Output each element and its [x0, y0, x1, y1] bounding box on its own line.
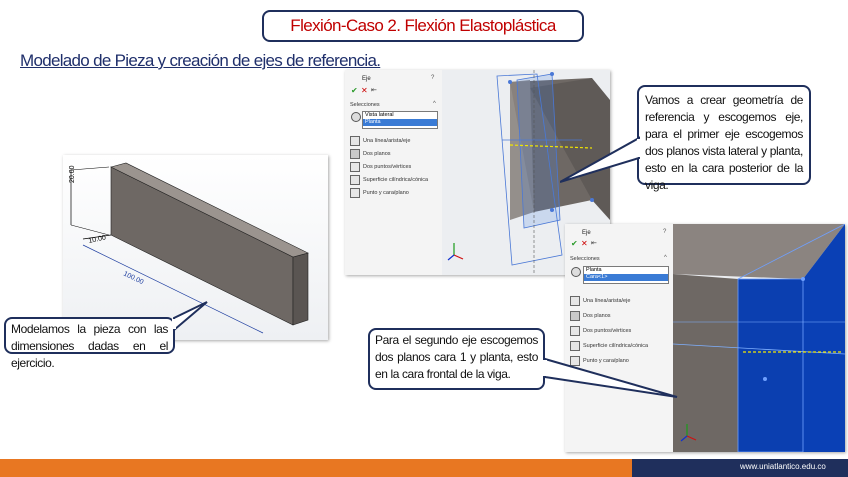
callout-axis-2-pointer — [537, 345, 682, 405]
reference-icon — [351, 112, 361, 122]
line-icon — [570, 296, 580, 306]
pin-icon[interactable]: ⇤ — [591, 240, 597, 247]
option-two-points[interactable]: Dos puntos/vértices — [570, 326, 631, 336]
two-planes-icon — [350, 149, 360, 159]
points-icon — [570, 326, 580, 336]
option-cylindrical-surface[interactable]: Superficie cilíndrica/cónica — [350, 175, 428, 185]
option-line-edge-axis[interactable]: Una línea/arista/eje — [350, 136, 410, 146]
selection-item-selected[interactable]: Cara<1> — [584, 274, 668, 281]
callout-axis-1: Vamos a crear geometría de referencia y escogemos eje, para el primer eje escogemos dos planos vista lateral y planta, esto en la cara posterior de la viga. — [637, 85, 811, 185]
selection-list[interactable] — [362, 111, 438, 129]
panel-title: Eje — [582, 230, 591, 236]
footer-orange-bar — [0, 459, 632, 477]
option-cylindrical-surface[interactable]: Superficie cilíndrica/cónica — [570, 341, 648, 351]
collapse-chevron-icon[interactable]: ^ — [664, 255, 667, 261]
axis-property-panel — [565, 224, 674, 452]
callout-model-pointer — [165, 300, 215, 340]
option-two-points[interactable]: Dos puntos/vértices — [350, 162, 411, 172]
dimension-length: 100.00 — [122, 270, 145, 287]
section-subtitle: Modelado de Pieza y creación de ejes de referencia. — [20, 51, 381, 70]
reference-icon — [571, 267, 581, 277]
help-icon[interactable]: ? — [663, 229, 667, 235]
beam-end-face — [293, 253, 308, 325]
selections-heading: Selecciones — [570, 256, 600, 262]
selections-heading: Selecciones — [350, 102, 380, 108]
callout-axis-1-pointer — [560, 130, 650, 190]
beam-side-face — [673, 274, 738, 452]
selection-item-selected[interactable]: Planta — [363, 119, 437, 126]
points-icon — [350, 162, 360, 172]
screenshot-axis-2 — [565, 224, 845, 452]
option-point-face[interactable]: Punto y cara/plano — [350, 188, 409, 198]
callout-axis-2: Para el segundo eje escogemos dos planos cara 1 y planta, esto en la cara frontal de la viga. — [368, 328, 545, 390]
panel-title: Eje — [362, 76, 371, 82]
callout-model: Modelamos la pieza con las dimensiones dadas en el ejercicio. — [4, 317, 175, 354]
ok-check-icon[interactable]: ✔ — [351, 86, 358, 95]
option-point-face[interactable]: Punto y cara/plano — [570, 356, 629, 366]
dimension-height: 20.00 — [69, 165, 76, 183]
line-icon — [350, 136, 360, 146]
selection-list[interactable] — [583, 266, 669, 284]
help-icon[interactable]: ? — [431, 75, 435, 81]
pin-icon[interactable]: ⇤ — [371, 87, 377, 94]
point-plane-icon — [350, 188, 360, 198]
dimension-width: 10.00 — [87, 234, 107, 245]
option-two-planes[interactable]: Dos planos — [350, 149, 391, 159]
selection-item[interactable]: Planta — [586, 267, 602, 273]
page-title: Flexión-Caso 2. Flexión Elastoplástica — [290, 16, 556, 35]
ok-check-icon[interactable]: ✔ — [571, 239, 578, 248]
title-box — [262, 10, 584, 42]
selection-item[interactable]: Vista lateral — [365, 112, 394, 118]
axis-property-panel — [345, 70, 443, 275]
cylinder-icon — [350, 175, 360, 185]
cancel-x-icon[interactable]: ✕ — [361, 86, 368, 95]
footer-website[interactable]: www.uniatlantico.edu.co — [740, 462, 826, 471]
axis-2-viewport — [673, 224, 845, 452]
option-line-edge-axis[interactable]: Una línea/arista/eje — [570, 296, 630, 306]
two-planes-icon — [570, 311, 580, 321]
cancel-x-icon[interactable]: ✕ — [581, 239, 588, 248]
option-two-planes[interactable]: Dos planos — [570, 311, 611, 321]
collapse-chevron-icon[interactable]: ^ — [433, 101, 436, 107]
